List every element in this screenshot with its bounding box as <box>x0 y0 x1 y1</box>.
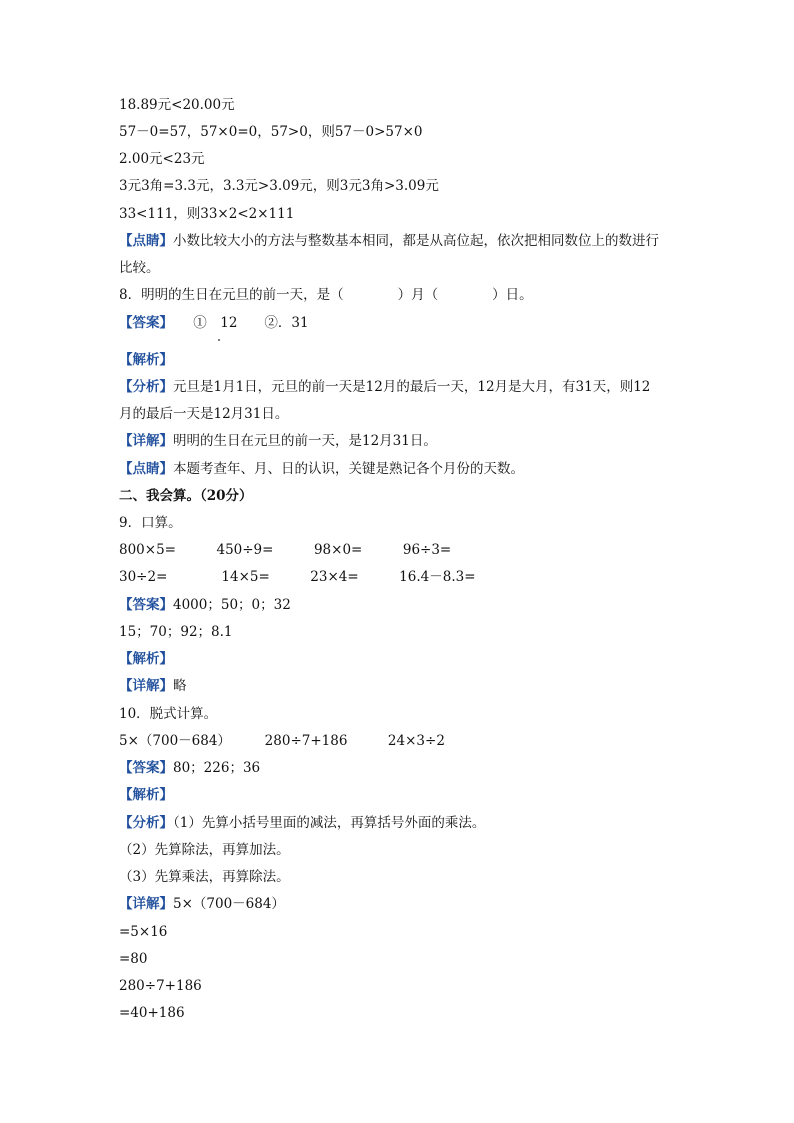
tag-dianjing: 【点睛】 <box>119 461 173 477</box>
line-23: 5×（700－684） 280÷7+186 24×3÷2 <box>119 733 445 749</box>
tag-analysis: 【解析】 <box>119 651 173 667</box>
line-2: 2.00元<23元 <box>119 151 205 167</box>
tag-answer: 【答案】 <box>119 315 167 331</box>
tag-dianjing: 【点睛】 <box>119 233 173 249</box>
line-0: 18.89元<20.00元 <box>119 97 235 113</box>
line-4: 33<111，则33×2<2×111 <box>119 206 295 222</box>
tag-fenxi: 【分析】 <box>119 379 173 395</box>
line-22: 10．脱式计算。 <box>119 706 218 722</box>
line-26: 【分析】（1）先算小括号里面的减法，再算括号外面的乘法。 <box>119 815 486 831</box>
line-16: 800×5= 450÷9= 98×0= 96÷3= <box>119 542 452 558</box>
tag-xiangjie: 【详解】 <box>119 896 173 912</box>
line-31: =80 <box>119 951 148 967</box>
tag-fenxi: 【分析】 <box>119 815 173 831</box>
mark-dot <box>218 339 220 341</box>
line-9 <box>119 351 173 369</box>
line-15: 9．口算。 <box>119 515 182 531</box>
line-13: 【点睛】本题考查年、月、日的认识，关键是熟记各个月份的天数。 <box>119 461 524 477</box>
line-11: 月的最后一天是12月31日。 <box>119 406 289 422</box>
line-20 <box>119 650 173 668</box>
line-8: 【答案】 ① 12 ②．31 <box>119 315 309 331</box>
tag-answer: 【答案】 <box>119 597 173 613</box>
line-14 <box>119 487 253 505</box>
tag-answer: 【答案】 <box>119 760 173 776</box>
line-3: 3元3角=3.3元，3.3元>3.09元，则3元3角>3.09元 <box>119 178 439 194</box>
line-6: 比较。 <box>119 260 160 276</box>
line-25 <box>119 786 173 804</box>
line-21: 【详解】略 <box>119 678 187 694</box>
tag-analysis: 【解析】 <box>119 787 173 803</box>
tag-analysis: 【解析】 <box>119 352 173 368</box>
line-30: =5×16 <box>119 924 168 940</box>
line-33: =40+186 <box>119 1005 185 1021</box>
line-32: 280÷7+186 <box>119 978 202 994</box>
line-17: 30÷2= 14×5= 23×4= 16.4－8.3= <box>119 569 476 585</box>
line-1: 57－0=57，57×0=0，57>0，则57－0>57×0 <box>119 124 423 140</box>
tag-xiangjie: 【详解】 <box>119 678 173 694</box>
line-28: （3）先算乘法，再算除法。 <box>119 869 290 885</box>
tag-xiangjie: 【详解】 <box>119 433 173 449</box>
line-7: 8．明明的生日在元旦的前一天，是（ ）月（ ）日。 <box>119 287 533 303</box>
line-10: 【分析】元旦是1月1日，元旦的前一天是12月的最后一天，12月是大月，有31天，则12 <box>119 379 651 395</box>
line-5: 【点睛】小数比较大小的方法与整数基本相同，都是从高位起，依次把相同数位上的数进行 <box>119 233 659 249</box>
line-19: 15；70；92；8.1 <box>119 624 233 640</box>
line-18: 【答案】4000；50；0；32 <box>119 597 291 613</box>
line-27: （2）先算除法，再算加法。 <box>119 842 290 858</box>
line-12: 【详解】明明的生日在元旦的前一天，是12月31日。 <box>119 433 437 449</box>
line-29: 【详解】5×（700－684） <box>119 896 285 912</box>
line-24: 【答案】80；226；36 <box>119 760 261 776</box>
section-heading: 二、我会算。（20分） <box>119 488 253 504</box>
